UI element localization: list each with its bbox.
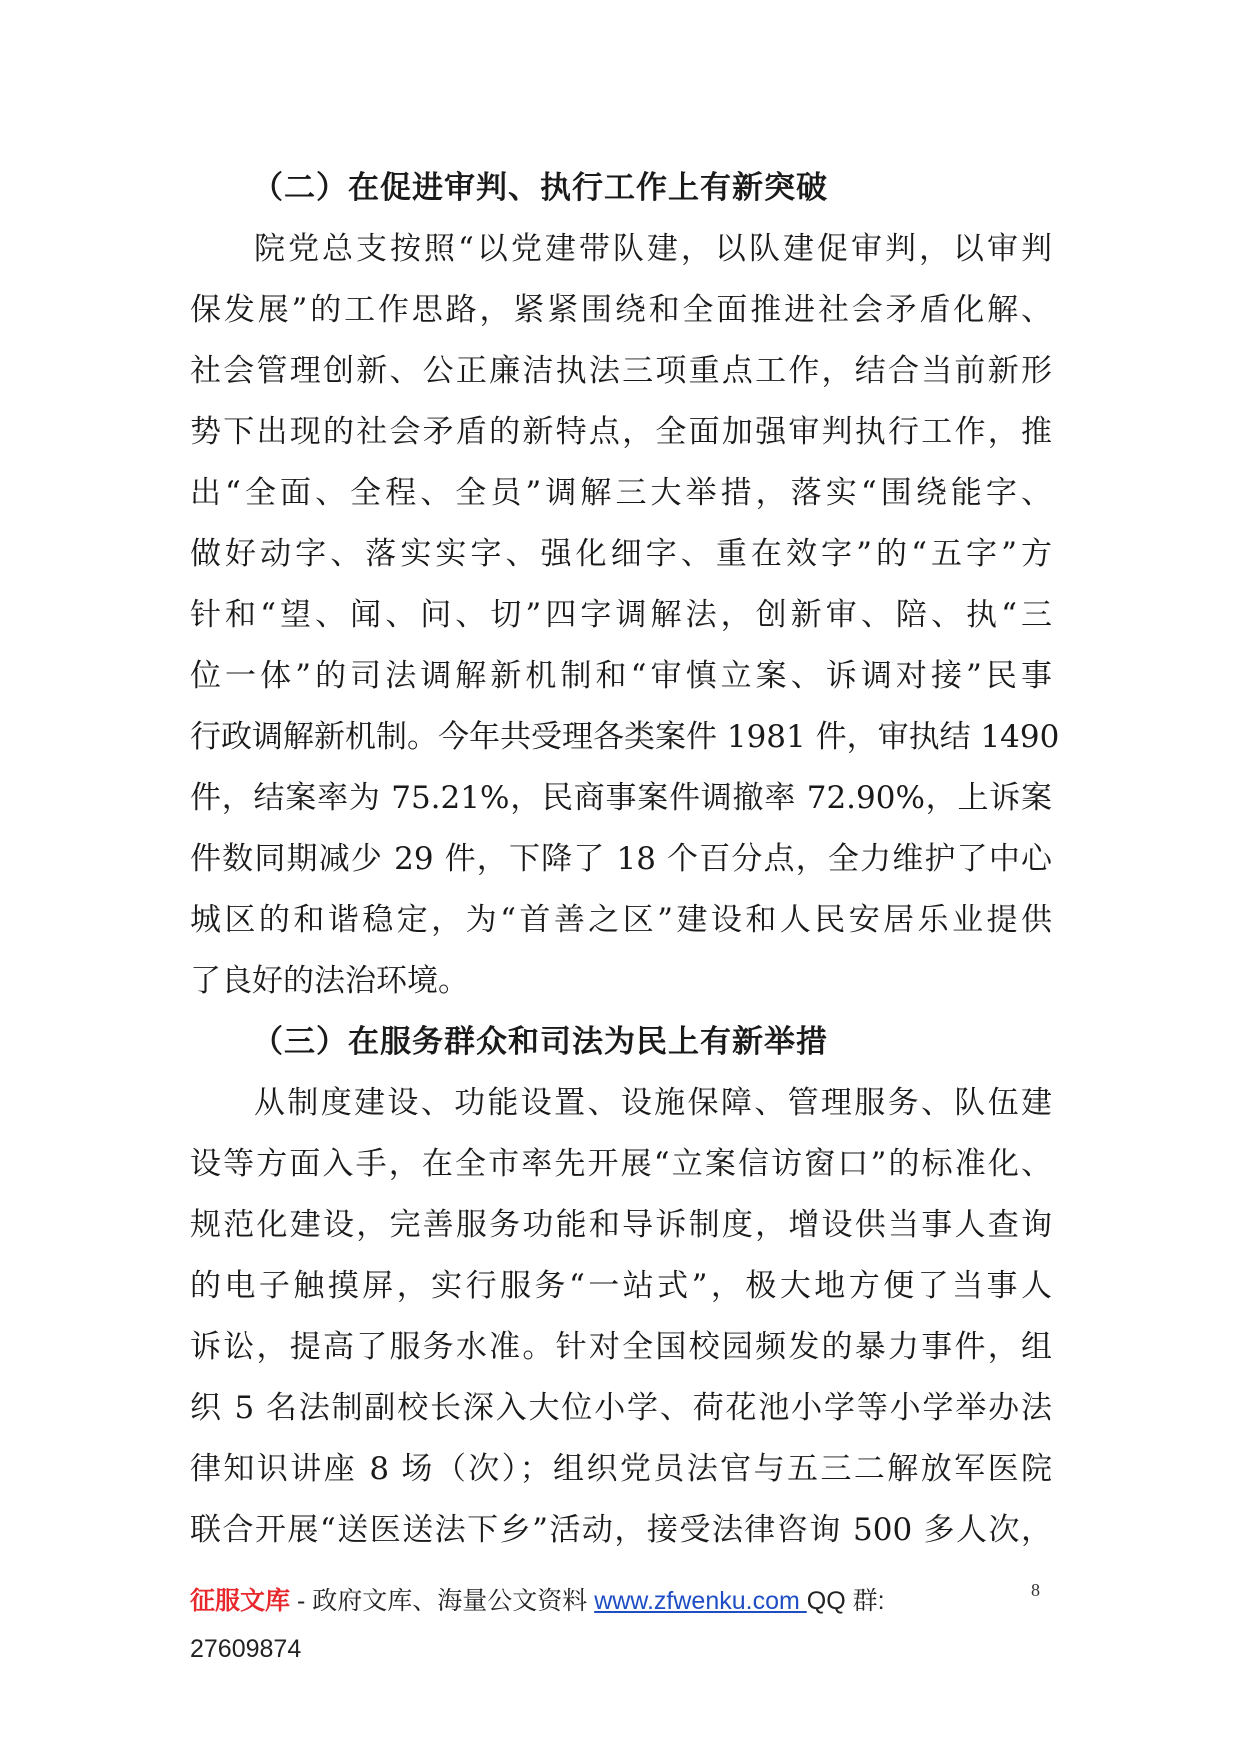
paragraph-line: 城区的和谐稳定，为“首善之区”建设和人民安居乐业提供 bbox=[190, 902, 1052, 938]
paragraph-line: 了良好的法治环境。 bbox=[190, 963, 469, 999]
paragraph-line: 做好动字、落实实字、强化细字、重在效字”的“五字”方 bbox=[190, 536, 1052, 572]
paragraph-line: 针和“望、闻、问、切”四字调解法，创新审、陪、执“三 bbox=[190, 597, 1052, 633]
footer-qq-number: 27609874 bbox=[190, 1635, 302, 1663]
section-heading-3: （三）在服务群众和司法为民上有新举措 bbox=[252, 1024, 828, 1060]
paragraph-line: 件，结案率为 75.21%，民商事案件调撤率 72.90%，上诉案 bbox=[190, 780, 1052, 816]
paragraph-line: 保发展”的工作思路，紧紧围绕和全面推进社会矛盾化解、 bbox=[190, 292, 1052, 328]
paragraph-line: 出“全面、全程、全员”调解三大举措，落实“围绕能字、 bbox=[190, 475, 1052, 511]
footer-website-link[interactable]: www.zfwenku.com bbox=[594, 1587, 807, 1615]
paragraph-line: 从制度建设、功能设置、设施保障、管理服务、队伍建 bbox=[254, 1085, 1052, 1121]
paragraph-line: 社会管理创新、公正廉洁执法三项重点工作，结合当前新形 bbox=[190, 353, 1052, 389]
paragraph-line: 联合开展“送医送法下乡”活动，接受法律咨询 500 多人次， bbox=[190, 1512, 1052, 1548]
paragraph-line: 位一体”的司法调解新机制和“审慎立案、诉调对接”民事 bbox=[190, 658, 1052, 694]
footer-watermark bbox=[190, 1577, 885, 1673]
section-paragraph-3 bbox=[190, 1073, 1052, 1561]
section-heading-2: （二）在促进审判、执行工作上有新突破 bbox=[252, 170, 828, 206]
footer-qq-label: QQ 群: bbox=[806, 1587, 885, 1615]
section-paragraph-2 bbox=[190, 219, 1060, 1012]
paragraph-line: 律知识讲座 8 场（次）；组织党员法官与五三二解放军医院 bbox=[190, 1451, 1052, 1487]
page-number: 8 bbox=[1031, 1580, 1040, 1600]
paragraph-line: 势下出现的社会矛盾的新特点，全面加强审判执行工作，推 bbox=[190, 414, 1052, 450]
document-body bbox=[190, 158, 1060, 1561]
paragraph-line: 诉讼，提高了服务水准。针对全国校园频发的暴力事件，组 bbox=[190, 1329, 1052, 1365]
paragraph-line: 行政调解新机制。今年共受理各类案件 1981 件，审执结 1490 bbox=[190, 719, 1060, 755]
paragraph-line: 的电子触摸屏，实行服务“一站式”，极大地方便了当事人 bbox=[190, 1268, 1052, 1304]
paragraph-line: 设等方面入手，在全市率先开展“立案信访窗口”的标准化、 bbox=[190, 1146, 1052, 1182]
footer-separator: - bbox=[290, 1587, 313, 1615]
paragraph-line: 规范化建设，完善服务功能和导诉制度，增设供当事人查询 bbox=[190, 1207, 1052, 1243]
footer-line-2 bbox=[190, 1625, 885, 1673]
paragraph-line: 织 5 名法制副校长深入大位小学、荷花池小学等小学举办法 bbox=[190, 1390, 1052, 1426]
footer-line-1 bbox=[190, 1577, 885, 1625]
footer-tagline: 政府文库、海量公文资料 bbox=[312, 1587, 595, 1615]
footer-brand: 征服文库 bbox=[190, 1587, 291, 1615]
paragraph-line: 件数同期减少 29 件，下降了 18 个百分点，全力维护了中心 bbox=[190, 841, 1052, 877]
paragraph-line: 院党总支按照“以党建带队建，以队建促审判，以审判 bbox=[254, 231, 1052, 267]
